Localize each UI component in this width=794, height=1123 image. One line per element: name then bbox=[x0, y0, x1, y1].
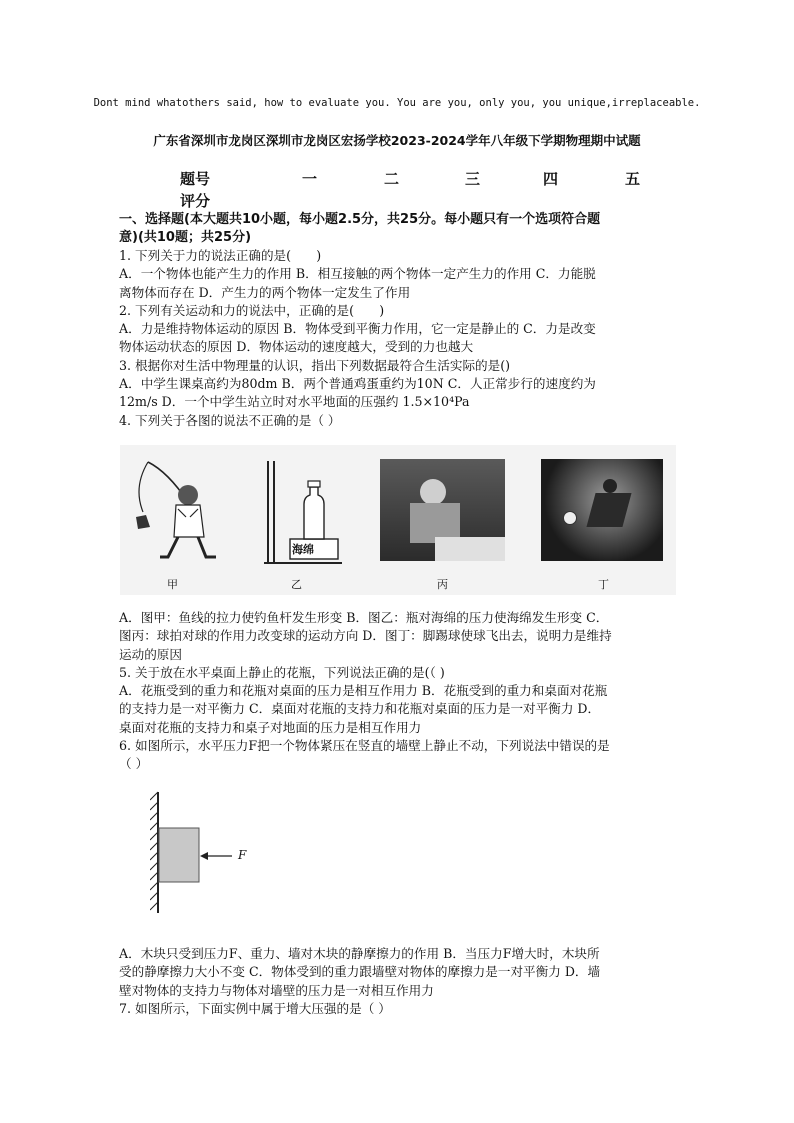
q2-stem: 2. 下列有关运动和力的说法中，正确的是( ) bbox=[119, 302, 385, 318]
q7-stem: 7. 如图所示，下面实例中属于增大压强的是（ ） bbox=[119, 1000, 391, 1016]
section-heading-cont: 意)(共10题；共25分) bbox=[119, 230, 252, 245]
q5-stem: 5. 关于放在水平桌面上静止的花瓶，下列说法正确的是(（ ) bbox=[119, 664, 445, 680]
questions-block-2 bbox=[119, 609, 675, 774]
questions-block-1 bbox=[119, 211, 675, 430]
q2-options: A．力是维持物体运动的原因 B．物体受到平衡力作用，它一定是静止的 C．力是改变 bbox=[119, 321, 596, 337]
q5-options-cont2: 桌面对花瓶的支持力和桌子对地面的压力是相互作用力 bbox=[119, 719, 422, 735]
section-heading: 一、选择题(本大题共10小题，每小题2.5分，共25分。每小题只有一个选项符合题 bbox=[119, 212, 601, 227]
score-cell-5: 五 bbox=[625, 170, 641, 188]
motto-line: Dont mind whatothers said, how to evaluate you. You are you, only you, you unique,irreplaceable. bbox=[93, 97, 701, 109]
q4-figure-strip bbox=[120, 445, 676, 595]
score-row-label: 评分 bbox=[180, 192, 211, 210]
q6-options: A．木块只受到压力F、重力、墙对木块的静摩擦力的作用 B．当压力F增大时，木块所 bbox=[119, 946, 600, 961]
q6-stem-cont: （ ） bbox=[119, 756, 149, 772]
fisherman-illustration bbox=[128, 457, 228, 567]
score-cell-label: 题号 bbox=[180, 170, 211, 188]
score-cell-3: 三 bbox=[465, 170, 481, 188]
questions-block-3 bbox=[119, 945, 675, 1018]
q4-options-cont2: 运动的原因 bbox=[119, 646, 182, 662]
force-label: F bbox=[238, 848, 247, 862]
q3-stem: 3. 根据你对生活中物理量的认识，指出下列数据最符合生活实际的是() bbox=[119, 357, 511, 373]
q1-stem: 1. 下列关于力的说法正确的是( ) bbox=[119, 248, 322, 263]
q3-options: A．中学生课桌高约为80dm B．两个普通鸡蛋重约为10N C．人正常步行的速度约为 bbox=[119, 376, 596, 392]
caption-jia: 甲 bbox=[167, 578, 178, 591]
sponge-label: 海绵 bbox=[292, 543, 314, 556]
q3-options-cont: 12m/s D．一个中学生站立时对水平地面的压强约 1.5×10⁴Pa bbox=[119, 394, 470, 410]
table-tennis-photo bbox=[380, 459, 505, 561]
q1-options: A．一个物体也能产生力的作用 B．相互接触的两个物体一定产生力的作用 C．力能脱 bbox=[119, 266, 596, 282]
q5-options: A．花瓶受到的重力和花瓶对桌面的压力是相互作用力 B．花瓶受到的重力和桌面对花瓶 bbox=[119, 683, 608, 699]
q5-options-cont: 的支持力是一对平衡力 C．桌面对花瓶的支持力和花瓶对桌面的压力是一对平衡力 D． bbox=[119, 701, 601, 717]
q6-options-cont: 受的静摩擦力大小不变 C．物体受到的重力跟墙壁对物体的摩擦力是一对平衡力 D．墙 bbox=[119, 964, 601, 980]
q4-options-cont: 图丙：球拍对球的作用力改变球的运动方向 D．图丁：脚踢球使球飞出去，说明力是维持 bbox=[119, 628, 612, 644]
score-cell-2: 二 bbox=[384, 170, 400, 188]
q6-options-cont2: 壁对物体的支持力与物体对墙壁的压力是一对相互作用力 bbox=[119, 982, 434, 998]
q4-options: A．图甲：鱼线的拉力使钓鱼杆发生形变 B．图乙：瓶对海绵的压力使海绵发生形变 C． bbox=[119, 610, 609, 625]
q6-stem: 6. 如图所示，水平压力F把一个物体紧压在竖直的墙壁上静止不动，下列说法中错误的是 bbox=[119, 738, 610, 754]
q2-options-cont: 物体运动状态的原因 D．物体运动的速度越大，受到的力也越大 bbox=[119, 339, 474, 355]
score-cell-4: 四 bbox=[543, 170, 559, 188]
q4-stem: 4. 下列关于各图的说法不正确的是（ ） bbox=[119, 412, 341, 428]
caption-ding: 丁 bbox=[598, 578, 609, 591]
caption-yi: 乙 bbox=[291, 578, 302, 591]
soccer-photo bbox=[541, 459, 663, 561]
q1-options-cont: 离物体而存在 D．产生力的两个物体一定发生了作用 bbox=[119, 284, 411, 300]
score-cell-1: 一 bbox=[302, 170, 318, 188]
caption-bing: 丙 bbox=[437, 578, 448, 591]
page-title: 广东省深圳市龙岗区深圳市龙岗区宏扬学校2023-2024学年八年级下学期物理期中试题 bbox=[153, 133, 641, 148]
